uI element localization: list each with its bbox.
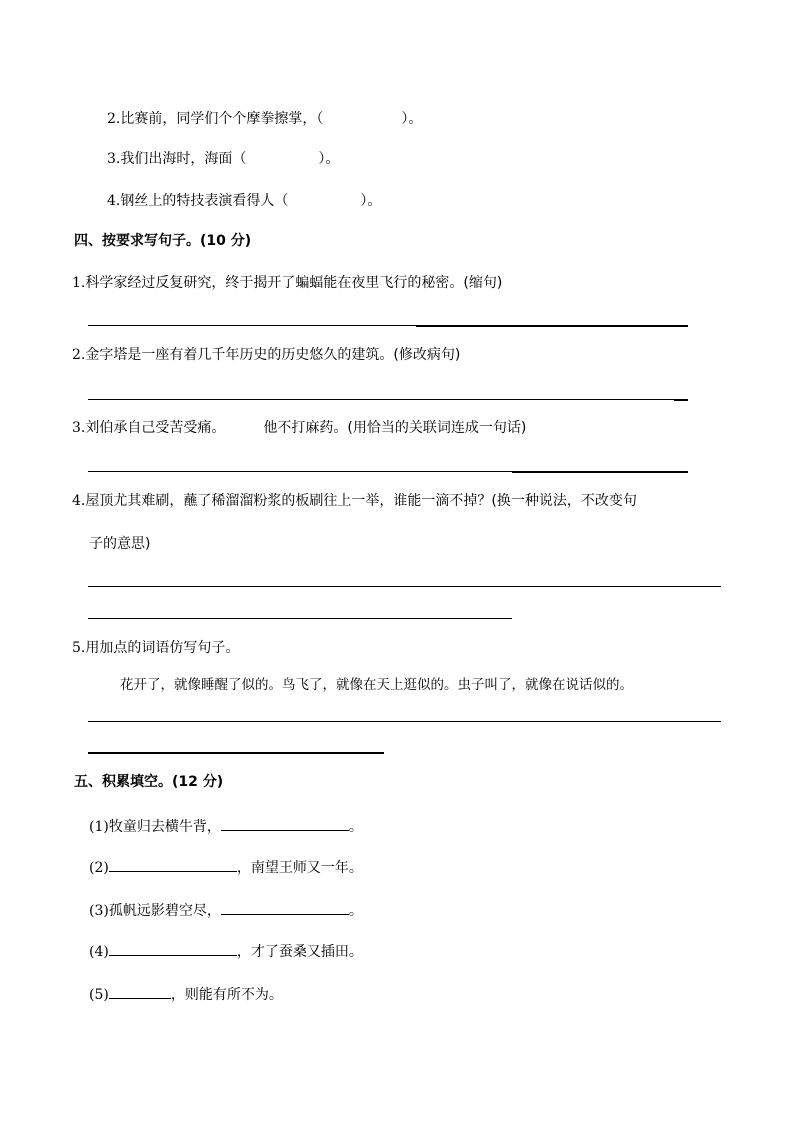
item-number: (2) [89,860,109,876]
answer-blank[interactable] [109,941,237,956]
item-number: (3) [89,903,109,919]
question-text: 科学家经过反复研究，终于揭开了蝙蝠能在夜里飞行的秘密。(缩句) [85,275,503,291]
answer-blank[interactable] [246,149,318,163]
item-number: (1) [89,819,109,835]
question-text-line1: 屋顶尤其难刷，蘸了稀溜溜粉浆的板刷往上一举，谁能一滴不掉？(换一种说法，不改变句 [85,493,637,509]
question-number: 5. [72,640,86,656]
fill-item-4 [89,941,363,961]
item-text-end: ，则能有所不为。 [170,987,283,1003]
answer-blank[interactable] [221,816,349,831]
question-4-2 [72,346,460,364]
item-text-end: ，才了蚕桑又插田。 [236,944,363,960]
sentence-item-3 [107,149,339,168]
example-sentences: 花开了，就像睡醒了似的。鸟飞了，就像在天上逛似的。虫子叫了，就像在说话似的。 [120,677,633,693]
item-number: 4. [107,193,121,209]
answer-line[interactable] [88,471,512,472]
answer-line-bold[interactable] [512,471,688,473]
item-text: 钢丝上的特技表演看得人（ [120,193,289,209]
answer-blank[interactable] [221,900,349,915]
question-number: 4. [72,493,86,509]
question-text: 用加点的词语仿写句子。 [85,640,240,656]
section-4-heading: 四、按要求写句子。(10 分) [74,233,252,249]
item-number: 3. [107,151,121,167]
question-text-part2: 他不打麻药。(用恰当的关联词连成一句话) [263,420,527,436]
question-4-1 [72,274,502,292]
fill-item-5 [89,984,283,1004]
item-text-end: 。 [348,903,363,919]
question-text: 金字塔是一座有着几千年历史的历史悠久的建筑。(修改病句) [85,347,461,363]
item-number: (5) [89,987,109,1003]
sentence-item-4 [107,191,381,210]
section-5-heading: 五、积累填空。(12 分) [74,774,224,790]
item-text: 孤帆远影碧空尽， [108,903,221,919]
fill-item-1 [89,816,363,836]
item-number: 2. [107,111,121,127]
answer-line[interactable] [88,586,721,587]
item-text-end: ）。 [401,111,423,127]
answer-line-bold[interactable] [88,752,384,754]
fill-item-2 [89,857,363,877]
fill-item-3 [89,900,363,920]
question-number: 3. [72,420,86,436]
question-text-part1: 刘伯承自己受苦受痛。 [85,420,226,436]
item-text-end: 。 [348,819,363,835]
item-text: 我们出海时，海面（ [120,151,247,167]
sentence-item-2 [107,109,422,128]
question-4-4-cont: 子的意思) [89,536,151,552]
question-number: 2. [72,347,86,363]
answer-line[interactable] [88,618,512,619]
answer-blank[interactable] [109,984,171,999]
answer-blank[interactable] [288,191,360,205]
answer-line[interactable] [88,721,721,722]
item-text: 比赛前，同学们个个摩拳擦掌，（ [120,111,324,127]
item-text-end: ）。 [318,151,340,167]
answer-blank[interactable] [323,109,401,123]
answer-line[interactable] [88,399,674,400]
item-text: 牧童归去横牛背， [108,819,221,835]
question-4-4 [72,492,637,510]
question-4-3 [72,419,526,437]
item-number: (4) [89,944,109,960]
answer-line-bold[interactable] [674,399,688,401]
answer-line[interactable] [88,325,416,326]
question-4-5 [72,639,239,657]
question-number: 1. [72,275,86,291]
answer-line-bold[interactable] [416,325,688,327]
item-text-end: ，南望王师又一年。 [236,860,363,876]
item-text-end: ）。 [360,193,382,209]
answer-blank[interactable] [109,857,237,872]
